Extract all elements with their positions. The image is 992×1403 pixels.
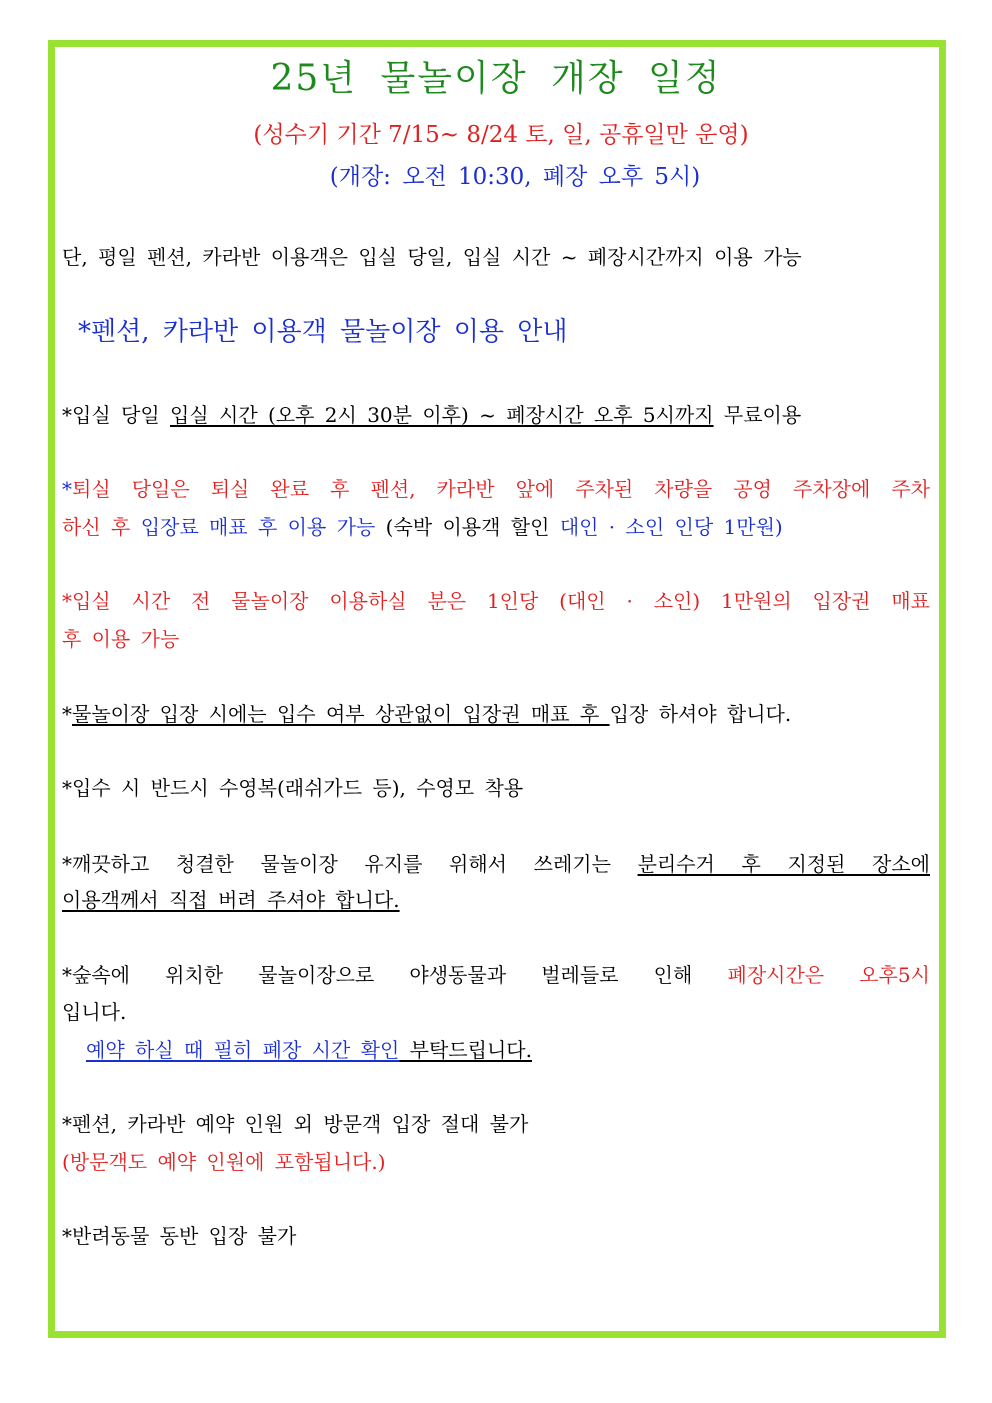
item-closing-confirm: 예약 하실 때 필히 폐장 시간 확인 — [86, 1038, 400, 1062]
guide-heading: *펜션, 카라반 이용객 물놀이장 이용 안내 — [78, 317, 568, 347]
item-pets: *반려동물 동반 입장 불가 — [62, 1224, 297, 1248]
page-border — [48, 40, 946, 1338]
weekday-note: 단, 평일 펜션, 카라반 이용객은 입실 당일, 입실 시간 ~ 폐장시간까지 이용 가능 — [62, 245, 802, 269]
item-checkout-line1 — [62, 477, 930, 501]
item-trash-line2 — [62, 888, 930, 912]
item-checkout-line2 — [62, 515, 930, 539]
item-early-bullet: * — [62, 589, 72, 613]
item-closing-text: *숲속에 위치한 물놀이장으로 야생동물과 벌레들로 인해 — [62, 963, 728, 987]
item-ticket-required — [62, 702, 930, 726]
item-closing-line2: 입니다. — [62, 1000, 127, 1024]
item-checkout-text: 퇴실 당일은 퇴실 완료 후 펜션, 카라반 앞에 주차된 차량을 공영 주차장에 주차 — [72, 477, 930, 501]
item-closing-request: 부탁드립니다. — [399, 1038, 532, 1062]
hours-subtitle: (개장: 오전 10:30, 폐장 오후 5시) — [329, 164, 701, 190]
item-checkout-close: ) — [774, 515, 783, 539]
item-trash-cont: 이용객께서 직접 버려 주셔야 합니다. — [62, 888, 400, 912]
item-trash-place: 분리수거 후 지정된 장소에 — [637, 852, 930, 876]
page-title: 25년 물놀이장 개장 일정 — [270, 58, 722, 99]
item-checkout-cont: 하신 후 — [62, 515, 141, 539]
item-early-line2: 후 이용 가능 — [62, 627, 180, 651]
item-checkout-ticket: 입장료 매표 후 이용 가능 — [140, 515, 376, 539]
item-closing-line3 — [86, 1038, 954, 1062]
item-free-use-period: 입실 시간 (오후 2시 30분 이후) ~ 폐장시간 오후 5시까지 — [170, 403, 714, 427]
item-early-text: 입실 시간 전 물놀이장 이용하실 분은 1인당 (대인 · 소인) 1만원의 입장권 매표 — [72, 589, 930, 613]
item-free-use — [62, 403, 930, 427]
item-ticket-bullet: * — [62, 702, 72, 726]
item-ticket-text: 물놀이장 입장 시에는 입수 여부 상관없이 입장권 매표 후 — [72, 702, 610, 726]
item-visitors-line1: *펜션, 카라반 예약 인원 외 방문객 입장 절대 불가 — [62, 1112, 529, 1136]
item-checkout-bullet: * — [62, 477, 72, 501]
item-checkout-price: 대인 · 소인 인당 1만원 — [559, 515, 775, 539]
item-ticket-suffix: 입장 하셔야 합니다. — [609, 702, 792, 726]
item-free-use-suffix: 무료이용 — [713, 403, 802, 427]
item-checkout-discount: (숙박 이용객 할인 — [375, 515, 560, 539]
item-trash-line1 — [62, 852, 930, 876]
season-subtitle: (성수기 기간 7/15~ 8/24 토, 일, 공휴일만 운영) — [253, 122, 749, 148]
item-early-line1 — [62, 589, 930, 613]
item-closing-time: 폐장시간은 오후5시 — [727, 963, 930, 987]
item-closing-line1 — [62, 963, 930, 987]
item-free-use-prefix: *입실 당일 — [62, 403, 170, 427]
item-trash-text: *깨끗하고 청결한 물놀이장 유지를 위해서 쓰레기는 — [62, 852, 638, 876]
item-swimwear: *입수 시 반드시 수영복(래쉬가드 등), 수영모 착용 — [62, 776, 524, 800]
item-visitors-line2: (방문객도 예약 인원에 포함됩니다.) — [62, 1150, 386, 1174]
